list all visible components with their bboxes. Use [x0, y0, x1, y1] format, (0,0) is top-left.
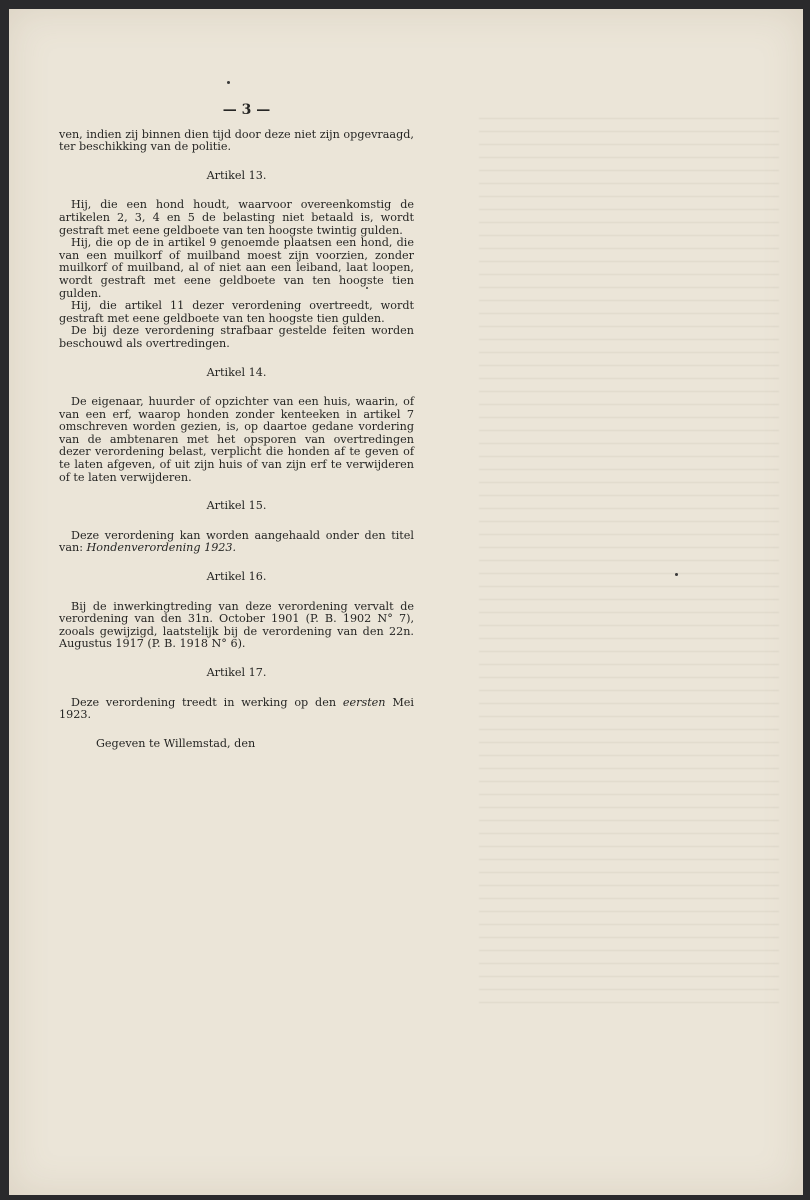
article-13-paragraph: Hij, die artikel 11 dezer verordening overtreedt, wordt gestraft met eene geldboete van ten hoogste tien gulden.	[59, 299, 414, 325]
page-number: — 3 —	[222, 102, 271, 118]
article-17-text: Deze verordening treedt in werking op den	[71, 695, 343, 709]
document-page	[9, 9, 803, 1195]
article-13-paragraph: Hij, die een hond houdt, waarvoor overeenkomstig de artikelen 2, 3, 4 en 5 de belasting niet betaald is, wordt gestraft met eene geldboete van ten hoogste twintig gulden.	[59, 198, 414, 237]
article-13-paragraph: De bij deze verordening strafbaar gestelde feiten worden beschouwd als overtredingen.	[59, 324, 414, 350]
article-16-heading: Artikel 16.	[206, 570, 267, 584]
ordinance-title: Hondenverordening 1923.	[86, 541, 237, 555]
article-16-paragraph: Bij de inwerkingtreding van deze verordening vervalt de verordening van den 31n. October 1901 (P. B. 1902 N° 7), zooals gewijzigd, laatstelijk bij de verordening van den 22n. Augustus 1917 (P. B. 1918 N° 6).	[59, 599, 414, 651]
article-14-paragraph: De eigenaar, huurder of opzichter van een huis, waarin, of van een erf, waarop honden zonder kenteeken in artikel 7 omschreven worden gezien, is, op daartoe gedane vordering van de ambtenaren met het opsporen van overtredingen dezer verordening belast, verplicht die honden af te geven of te laten afgeven, of uit zijn huis of van zijn erf te verwijderen of te laten verwijderen.	[59, 395, 414, 484]
article-17-text-end: Mei 1923.	[59, 695, 414, 722]
article-17-heading: Artikel 17.	[206, 666, 267, 679]
text-column	[59, 104, 414, 750]
bleed-through-texture	[479, 109, 779, 1009]
article-14-heading: Artikel 14.	[206, 365, 267, 379]
article-15-text: Deze verordening kan worden aangehaald onder den titel van:	[59, 528, 414, 555]
article-13-paragraph: Hij, die op de in artikel 9 genoemde plaatsen een hond, die van een muilkorf of muilband moest zijn voorzien, zonder muilkorf of muilband, al of niet aan een leiband, laat loopen, wordt gestraft met eene geldboete van ten hoogste tien gulden.	[59, 236, 414, 300]
article-17-paragraph	[59, 697, 414, 722]
article-15-paragraph	[59, 530, 414, 555]
signature-line: Gegeven te Willemstad, den	[96, 736, 256, 750]
paper-speck	[227, 81, 230, 84]
article-17-italic: eersten	[342, 695, 386, 709]
article-15-heading: Artikel 15.	[206, 499, 267, 513]
paper-speck	[675, 573, 678, 576]
intro-paragraph: ven, indien zij binnen dien tijd door deze niet zijn opgevraagd, ter beschikking van de politie.	[59, 127, 414, 154]
article-13-heading: Artikel 13.	[206, 168, 267, 182]
